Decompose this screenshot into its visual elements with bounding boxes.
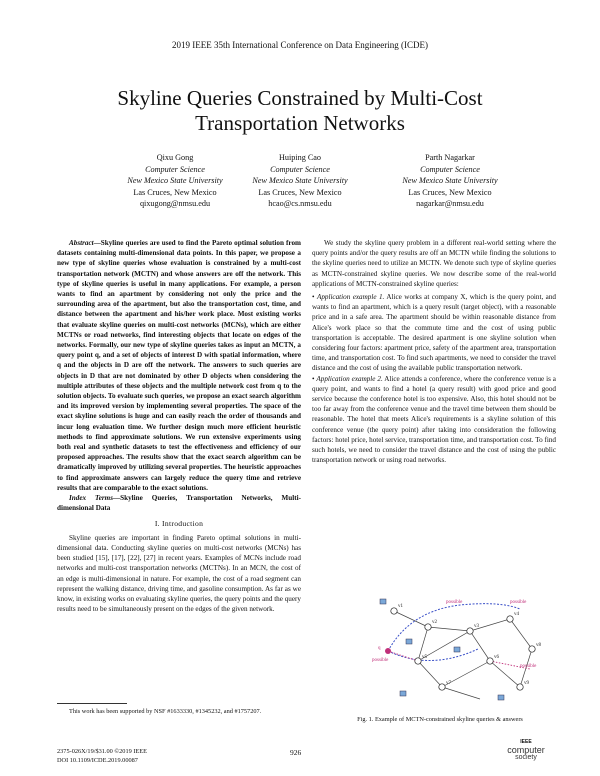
application-text: Alice works at company X, which is the query point, and wants to find an apartment, which is a query result (target object), with a reasonable price and in a safe area. The apartment should be within reasonable distance from Alice's work place so that the commute time and the cost of using public transportation is acceptable. The desired apartment is one skyline solution when considering four factors: apartment price, safety of the apartment area, transportation time, and transportation cost. To find such apartments, we need to consider the travel distance and the cost of using the available public transportation network. (312, 293, 556, 373)
object-marker (400, 691, 406, 696)
author-name: Qixu Gong (156, 153, 194, 162)
footnote-text: This work has been supported by NSF #1633330, #1345232, and #1757207. (69, 708, 262, 715)
network-node (439, 684, 445, 690)
network-node (415, 658, 421, 664)
author-block (215, 152, 385, 210)
author-univ: New Mexico State University (127, 176, 223, 185)
abstract-text: —Skyline queries are used to find the Pareto optimal solution from datasets containing multi-dimensional data points. In this paper, we propose a new type of skyline queries whose evaluation is constrained by a multi-cost transportation network (MCTN) and whose answers are off the network. This type of skyline queries is useful in many applications. For example, a person wants to find an apartment by considering not only the price and the surrounding area of the apartment, but also the transportation cost, time, and distance between the apartment and his/her work place. Most existing works that evaluate skyline queries on multi-cost networks (MCNs), which are either MCTNs or road networks, find interesting objects that locate on edges of the networks. Formally, our new type of skyline queries takes as input an MCTN, a query point q, and a set of objects of interest D with spatial information, where q and the objects in D are off the network. The answers to such queries are objects in D that are not dominated by other D objects when considering the multiple attributes of these objects and the multiple network cost from q to the solution objects. To evaluate such queries, we propose an exact search algorithm and its improved version by implementing several properties. The space of the exact skyline solutions is huge and can easily reach the order of thousands and incur long evaluation time. We further design much more efficient heuristic methods to find approximate solutions. We run extensive experiments using both real and synthetic datasets to test the effectiveness and efficiency of our proposed approaches. The results show that the exact search algorithm can be dramatically improved by utilizing several properties. The heuristic approaches to find approximate answers can largely reduce the query time and retrieve results that are comparable to the exact solutions. (57, 239, 301, 492)
node-label: v6 (494, 655, 499, 660)
conference-header: 2019 IEEE 35th International Conference on Data Engineering (ICDE) (172, 40, 428, 50)
node-label: v3 (474, 624, 479, 629)
network-nodes (391, 608, 535, 690)
right-column (312, 238, 556, 465)
network-node (517, 684, 523, 690)
network-node (507, 616, 513, 622)
network-node (425, 624, 431, 630)
query-point (385, 648, 391, 654)
node-label: v9 (524, 681, 529, 686)
left-column (57, 238, 301, 614)
node-label: v7 (446, 681, 451, 686)
author-name: Huiping Cao (278, 153, 322, 162)
possible-label: possible (510, 600, 527, 605)
doi-line: DOI 10.1109/ICDE.2019.00087 (57, 756, 138, 764)
author-city: Las Cruces, New Mexico (408, 187, 492, 197)
object-marker (454, 647, 460, 652)
abstract (57, 238, 301, 493)
copyright-line: 2375-026X/19/$31.00 ©2019 IEEE (57, 748, 147, 755)
network-node (529, 646, 535, 652)
author-dept: Computer Science (420, 164, 480, 174)
application-label: Application example 1. (316, 293, 385, 302)
logo-ieee: IEEE (520, 739, 532, 745)
network-node (467, 628, 473, 634)
application-example-2: • Application example 2. Alice attends a conference, where the conference venue is a query point, and wants to find a hotel (a query result) with good price and good service because the conference hotel is too expensive. Also, this hotel should not be too far away from the conference venue and the travel time between them should be reasonable. The hotel that meets Alice's requirements is a skyline solution of this conference venue (the query point) after taking into consideration the following factors: hotel price, hotel service, transportation time, and transportation cost. To find such hotels, we need to consider the travel distance and the cost of using the public transportation network or using road networks. (312, 374, 556, 465)
abstract-label: Abstract (69, 239, 94, 247)
possible-label: possible (520, 664, 537, 669)
node-label: v2 (432, 620, 437, 625)
object-marker (406, 639, 412, 644)
footnote-rule (57, 703, 127, 704)
intro-paragraph: Skyline queries are important in finding Pareto optimal solutions in multi-dimensional data. Conducting skyline queries on multi-cost networks (MCNs) has been studied [15], [17], [22], [27] in recent years. Examples of MCNs include road networks and multi-cost transportation networks (MCTNs). In an MCN, the cost of an edge is multi-dimensional in nature. For example, the cost of a road segment can represent the walking distance, driving time, and gasoline consumption. As far as we know, in existing works on evaluating skyline queries, the query points and the query results need to be simultaneously present on the edges of the given network. (57, 533, 301, 614)
section-heading: I. Introduction (154, 519, 204, 529)
author-univ: New Mexico State University (402, 176, 498, 185)
footnote (57, 708, 301, 717)
index-terms-label: Index Terms (69, 494, 114, 503)
possible-label: possible (446, 600, 463, 605)
network-node (487, 658, 493, 664)
author-dept: Computer Science (270, 164, 330, 174)
author-dept: Computer Science (145, 164, 205, 174)
object-marker (380, 599, 386, 604)
answer-paths (388, 651, 530, 669)
node-label: v8 (536, 643, 541, 648)
author-email[interactable]: nagarkar@nmsu.edu (416, 199, 484, 208)
author-city: Las Cruces, New Mexico (258, 187, 342, 197)
application-example-1: • Application example 1. Alice works at company X, which is the query point, and wants to find an apartment, which is a query result (target object), with a reasonable price and in a safe area. The apartment should be within reasonable distance from Alice's work place so that the commute time and the cost of using public transportation is acceptable. The desired apartment is one skyline solution when considering four factors: apartment price, safety of the apartment area, transportation time, and transportation cost. To find such apartments, we need to consider the travel distance and the cost of using the available public transportation network. (312, 293, 556, 373)
node-label: v4 (514, 612, 519, 617)
page-number: 926 (290, 748, 302, 757)
possible-label: possible (372, 658, 389, 663)
paper-title: Skyline Queries Constrained by Multi-Cost Transportation Networks (117, 86, 483, 135)
author-univ: New Mexico State University (252, 176, 348, 185)
node-label: v1 (398, 604, 403, 609)
author-email[interactable]: hcao@cs.nmsu.edu (268, 199, 332, 208)
application-label: Application example 2. (316, 374, 383, 383)
figure-network-diagram (370, 591, 548, 711)
author-email[interactable]: qixugong@nmsu.edu (139, 199, 211, 208)
author-name: Parth Nagarkar (425, 153, 475, 162)
author-city: Las Cruces, New Mexico (133, 187, 217, 197)
index-terms-text: —Skyline Queries, Transportation Networks, Multi-dimensional Data (57, 494, 301, 513)
ieee-cs-logo (496, 738, 556, 762)
figure-caption: Fig. 1. Example of MCTN-constrained skyline queries & answers (357, 716, 523, 723)
copyright (57, 748, 257, 765)
author-block (365, 152, 535, 210)
network-node (391, 608, 397, 614)
node-label: v5 (422, 655, 427, 660)
logo-society: society (515, 754, 537, 761)
object-marker (498, 695, 504, 700)
query-label: q (378, 646, 381, 651)
index-terms (57, 493, 301, 513)
application-text: Alice attends a conference, where the conference venue is a query point, and wants to find a hotel (a query result) with good price and good service because the conference hotel is too expensive. Also, this hotel should not be too far away from the conference venue and the travel time between them should be reasonable. The hotel that meets Alice's requirements is a skyline solution of this conference venue (the query point) after taking into consideration the following factors: hotel price, hotel service, transportation time, and transportation cost. To find such hotels, we need to consider the travel distance and the cost of using the public transportation network or using road networks. (312, 374, 556, 465)
right-paragraph: We study the skyline query problem in a different real-world setting where the query points and/or the query results are off an MCTN while finding the solutions to the skyline queries need to utilize an MCTN. We denote such type of skyline queries as MCTN-constrained skyline queries. We now describe some of the real-world applications of MCTN-constrained skyline queries: (312, 239, 556, 288)
logo-computer: computer (507, 745, 545, 755)
